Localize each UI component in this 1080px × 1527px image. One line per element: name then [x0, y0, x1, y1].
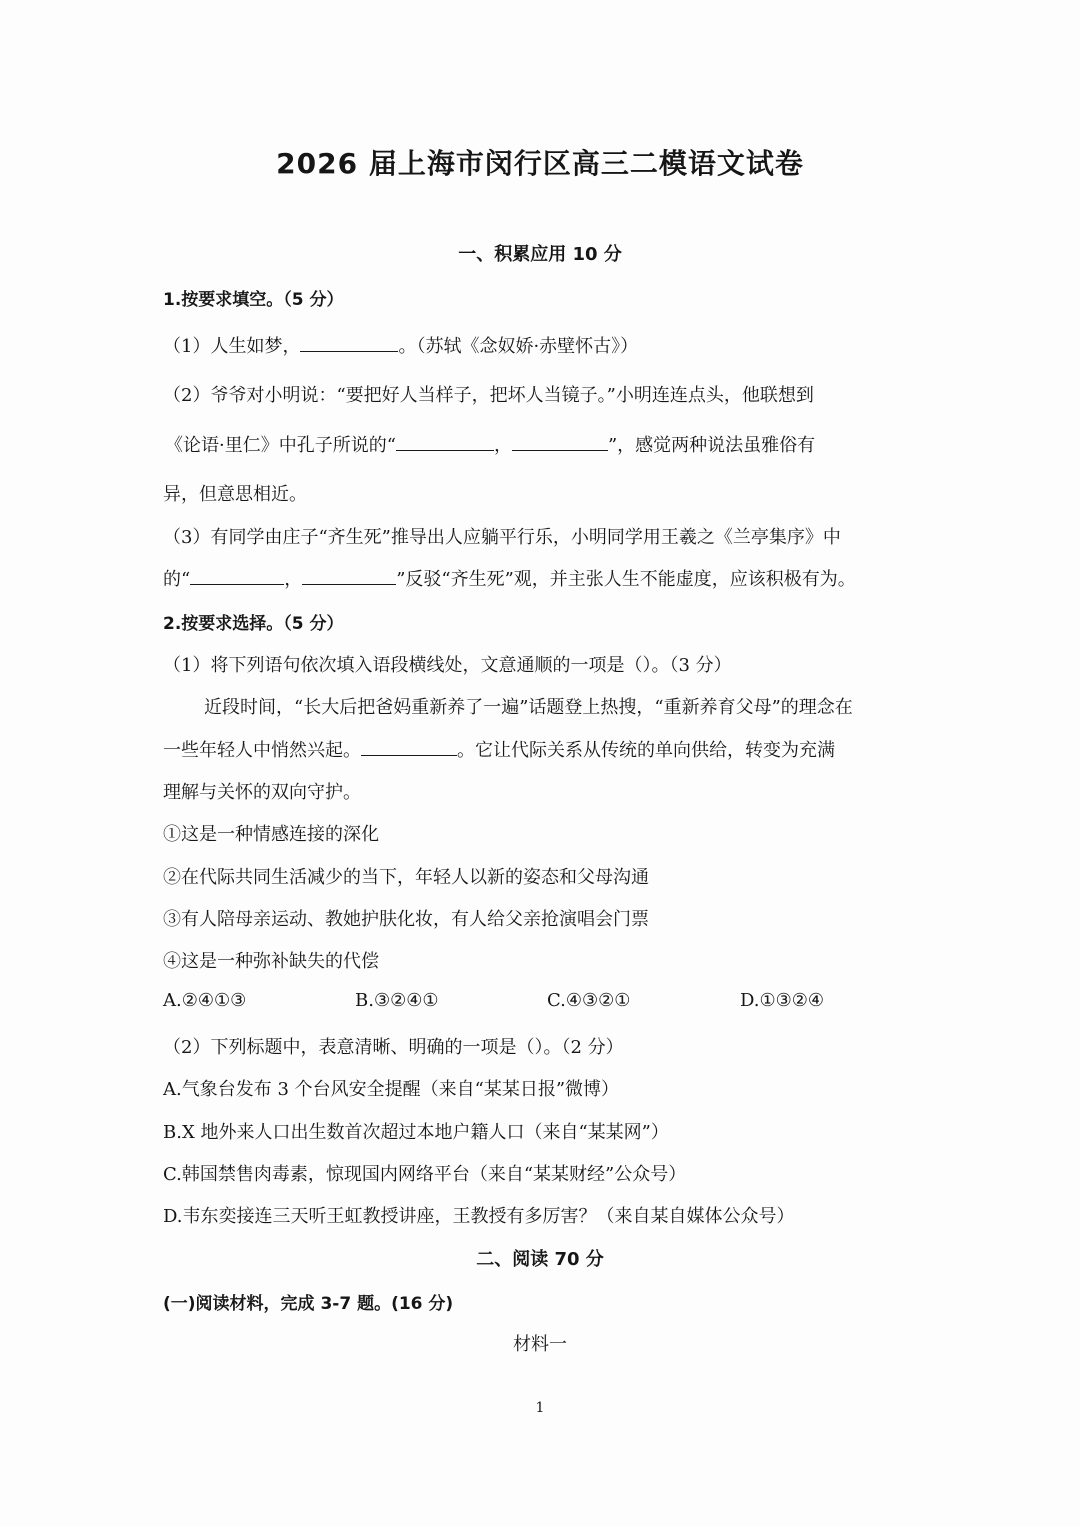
- q1-item2-blank-1: [396, 433, 494, 451]
- reading-part-1-heading: (一)阅读材料，完成 3-7 题。(16 分): [163, 1294, 454, 1314]
- question-2-heading: 2.按要求选择。（5 分）: [163, 614, 344, 634]
- question-2-sub-2-prompt: （2）下列标题中，表意清晰、明确的一项是（）。（2 分）: [163, 1037, 624, 1058]
- question-1-heading: 1.按要求填空。（5 分）: [163, 290, 344, 310]
- q1-item3-separator: ，: [284, 569, 303, 590]
- statement-1: ①这是一种情感连接的深化: [163, 824, 379, 845]
- headline-option-d: D.韦东奕接连三天听王虹教授讲座，王教授有多厉害？（来自某自媒体公众号）: [163, 1206, 795, 1227]
- option-c: C.④③②①: [547, 990, 631, 1011]
- q1-item3-suffix: ”反驳“齐生死”观，并主张人生不能虚度，应该积极有为。: [396, 569, 856, 590]
- question-1-item-2-line-2: [165, 431, 815, 457]
- paragraph-line-2: [163, 736, 835, 762]
- q1-item2-separator: ，: [493, 435, 512, 456]
- question-1-item-2-line-3: 异，但意思相近。: [163, 484, 307, 505]
- q1-item3-blank-1: [190, 567, 284, 585]
- headline-option-b: B.X 地外来人口出生数首次超过本地户籍人口（来自“某某网”）: [163, 1122, 669, 1143]
- page-number: 1: [535, 1400, 545, 1416]
- statement-3: ③有人陪母亲运动、教她护肤化妆，有人给父亲抢演唱会门票: [163, 909, 649, 930]
- statement-2: ②在代际共同生活减少的当下，年轻人以新的姿态和父母沟通: [163, 867, 649, 888]
- question-2-sub-1-prompt: （1）将下列语句依次填入语段横线处，文意通顺的一项是（）。（3 分）: [163, 655, 732, 676]
- q1-item3-prefix: 的“: [163, 569, 191, 590]
- paragraph-line-2-suffix: 。它让代际关系从传统的单向供给，转变为充满: [457, 740, 835, 761]
- paragraph-line-3: 理解与关怀的双向守护。: [163, 782, 361, 803]
- q1-item1-suffix: 。（苏轼《念奴娇·赤壁怀古》）: [398, 336, 639, 357]
- material-1-heading: 材料一: [513, 1334, 567, 1355]
- paragraph-line-2-prefix: 一些年轻人中悄然兴起。: [163, 740, 361, 761]
- q1-item1-blank: [300, 334, 398, 352]
- q1-item1-prefix: （1）人生如梦，: [163, 336, 301, 357]
- section-heading-reading: 二、阅读 70 分: [476, 1249, 604, 1270]
- section-heading-accumulation: 一、积累应用 10 分: [458, 244, 622, 265]
- option-b: B.③②④①: [355, 990, 439, 1011]
- exam-title: 2026 届上海市闵行区高三二模语文试卷: [276, 147, 804, 180]
- q1-item2-blank-2: [512, 433, 608, 451]
- headline-option-c: C.韩国禁售肉毒素，惊现国内网络平台（来自“某某财经”公众号）: [163, 1164, 687, 1185]
- question-1-item-2-line-1: （2）爷爷对小明说：“要把好人当样子，把坏人当镜子。”小明连连点头，他联想到: [163, 385, 814, 406]
- option-a: A.②④①③: [163, 990, 247, 1011]
- option-d: D.①③②④: [740, 990, 825, 1011]
- question-1-item-1: [163, 332, 638, 358]
- q1-item2-suffix: ”，感觉两种说法虽雅俗有: [607, 435, 816, 456]
- question-1-item-3-line-2: [163, 565, 856, 591]
- question-1-item-3-line-1: （3）有同学由庄子“齐生死”推导出人应躺平行乐，小明同学用王羲之《兰亭集序》中: [163, 527, 841, 548]
- q1-item2-prefix: 《论语·里仁》中孔子所说的“: [165, 435, 396, 456]
- headline-option-a: A.气象台发布 3 个台风安全提醒（来自“某某日报”微博）: [163, 1079, 620, 1100]
- q1-item3-blank-2: [302, 567, 396, 585]
- paragraph-line-1: 近段时间，“长大后把爸妈重新养了一遍”话题登上热搜，“重新养育父母”的理念在: [204, 697, 853, 718]
- statement-4: ④这是一种弥补缺失的代偿: [163, 951, 379, 972]
- paragraph-blank: [361, 738, 457, 756]
